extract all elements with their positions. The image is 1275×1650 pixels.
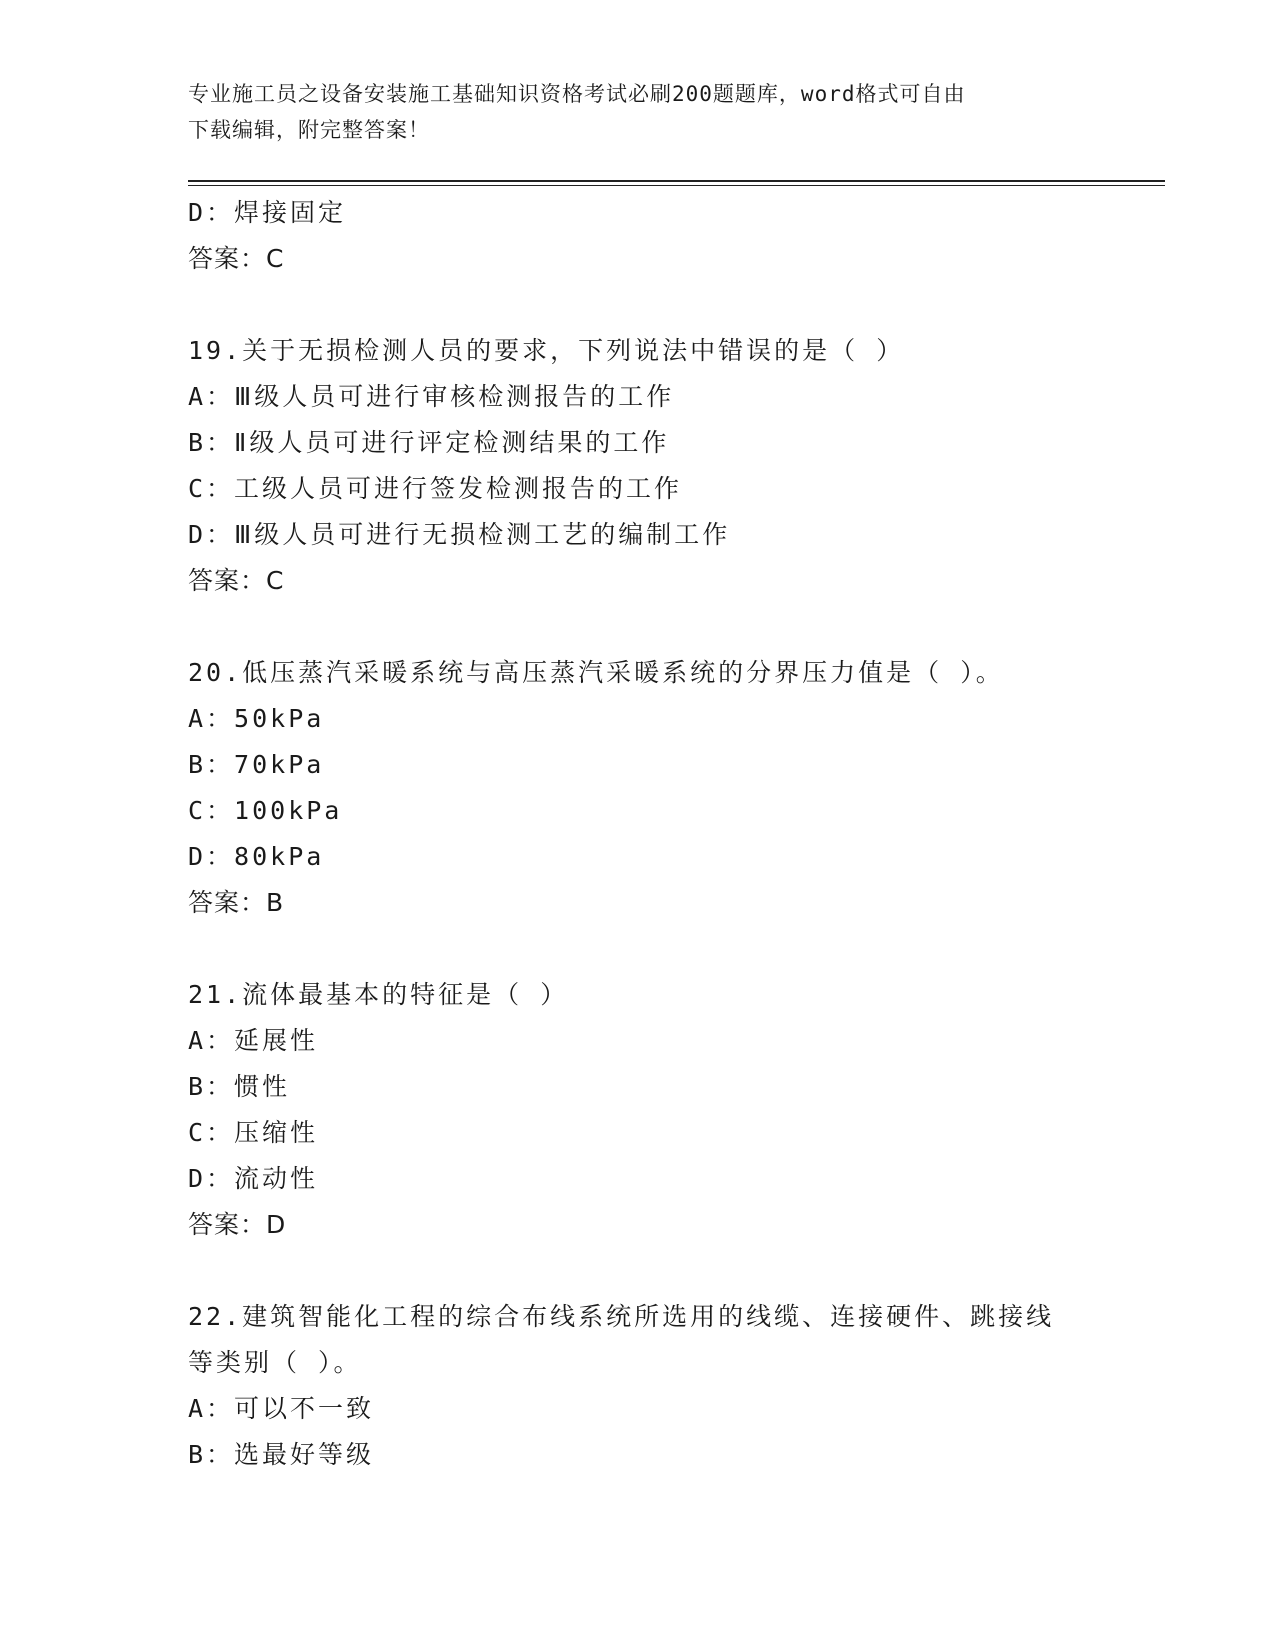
header-divider-thick — [188, 180, 1165, 182]
option-a: A：可以不一致 — [188, 1394, 375, 1423]
option-b: B：选最好等级 — [188, 1440, 375, 1469]
option-a: A：延展性 — [188, 1026, 319, 1055]
spacer — [188, 282, 1148, 328]
header-title-line-1: 专业施工员之设备安装施工基础知识资格考试必刷200题题库，word格式可自由 — [188, 82, 966, 106]
option-a: A：50kPa — [188, 704, 325, 733]
previous-question-tail — [188, 190, 1148, 282]
spacer — [188, 926, 1148, 972]
option-b: B：Ⅱ级人员可进行评定检测结果的工作 — [188, 428, 670, 457]
question-22 — [188, 1294, 1148, 1478]
question-list — [188, 190, 1148, 1478]
header-divider-thin — [188, 185, 1165, 186]
answer-line: 答案：B — [188, 888, 285, 917]
answer-line: 答案：C — [188, 566, 285, 595]
question-19 — [188, 328, 1148, 604]
option-a: A：Ⅲ级人员可进行审核检测报告的工作 — [188, 382, 675, 411]
question-20 — [188, 650, 1148, 926]
option-c: C：100kPa — [188, 796, 343, 825]
option-c: C：压缩性 — [188, 1118, 319, 1147]
spacer — [188, 1248, 1148, 1294]
answer-line: 答案：D — [188, 1210, 287, 1239]
option-d: D：Ⅲ级人员可进行无损检测工艺的编制工作 — [188, 520, 731, 549]
answer-line: 答案：C — [188, 244, 285, 273]
question-21 — [188, 972, 1148, 1248]
option-d: D：焊接固定 — [188, 198, 347, 227]
question-stem: 19.关于无损检测人员的要求，下列说法中错误的是（ ） — [188, 336, 905, 365]
header-title-line-2: 下载编辑，附完整答案！ — [188, 118, 430, 142]
document-header — [188, 76, 1088, 148]
question-stem-line-2: 等类别（ ）。 — [188, 1348, 362, 1377]
option-d: D：80kPa — [188, 842, 325, 871]
option-b: B：惯性 — [188, 1072, 291, 1101]
option-d: D：流动性 — [188, 1164, 319, 1193]
question-stem: 20.低压蒸汽采暖系统与高压蒸汽采暖系统的分界压力值是（ ）。 — [188, 658, 1004, 687]
spacer — [188, 604, 1148, 650]
question-stem: 21.流体最基本的特征是（ ） — [188, 980, 569, 1009]
option-c: C：工级人员可进行签发检测报告的工作 — [188, 474, 683, 503]
question-stem-line-1: 22.建筑智能化工程的综合布线系统所选用的线缆、连接硬件、跳接线 — [188, 1302, 1055, 1331]
option-b: B：70kPa — [188, 750, 325, 779]
